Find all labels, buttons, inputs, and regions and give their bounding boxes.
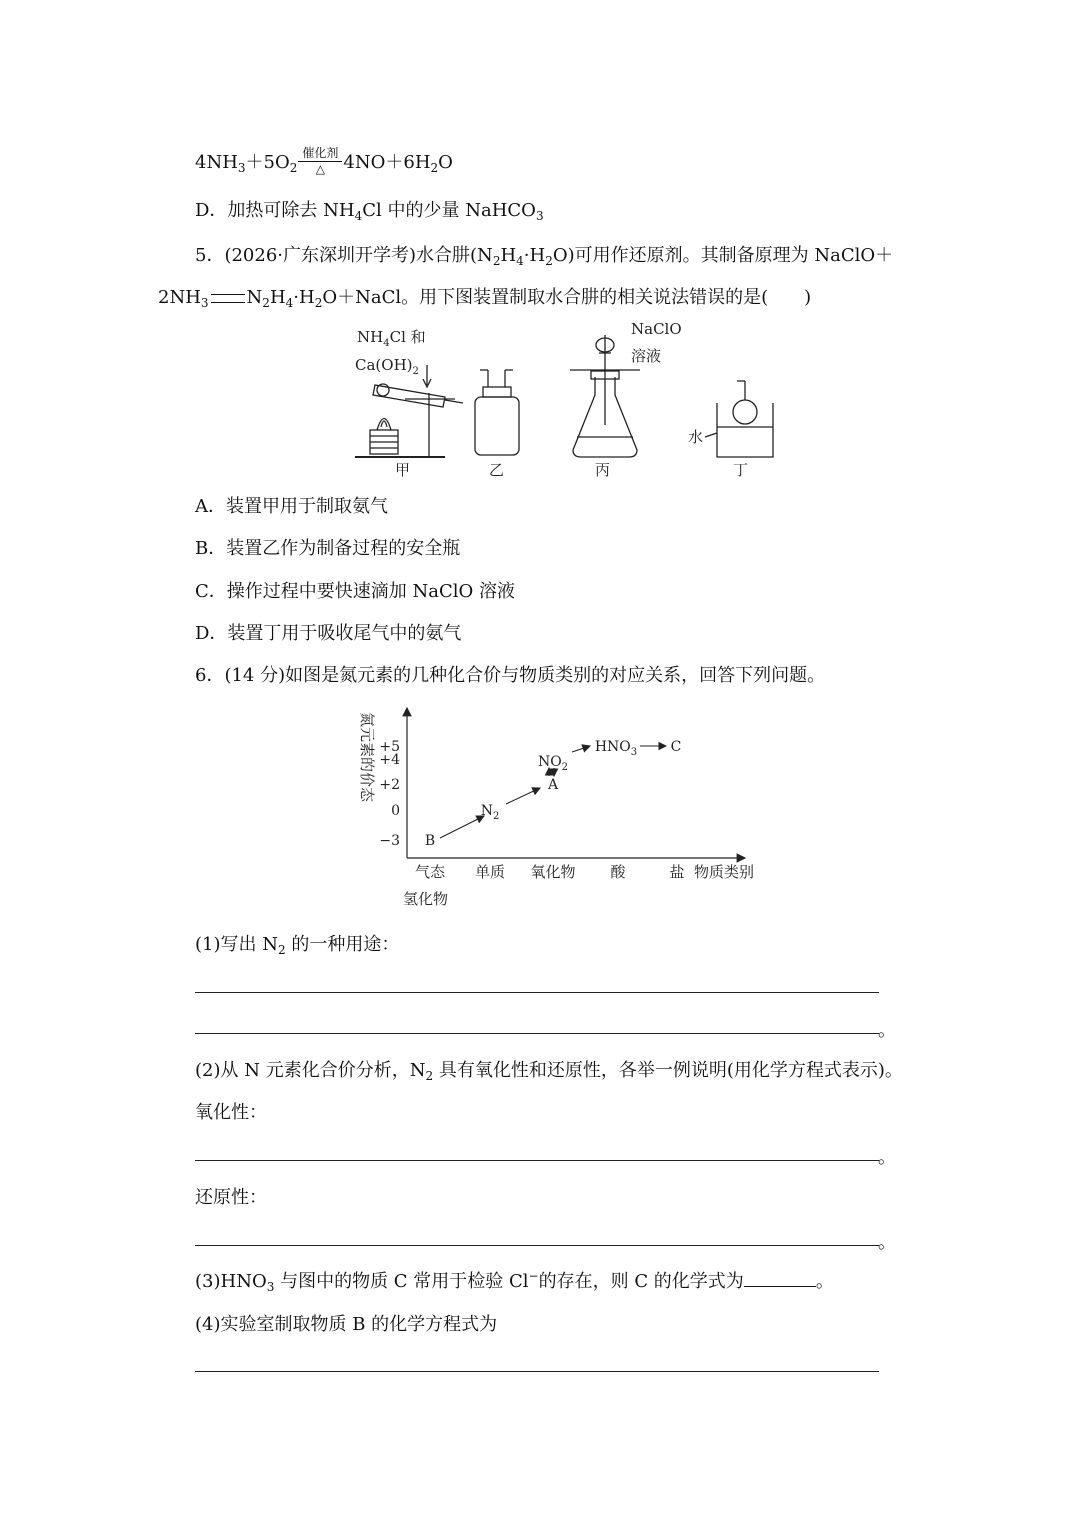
name-ding: 丁 bbox=[733, 461, 749, 479]
category-note: 氢化物 bbox=[403, 890, 449, 908]
name-yi: 乙 bbox=[489, 461, 505, 479]
equation-ammonia-oxidation: $4NH_3+5O_2$ 催化剂 △ $4NO+6H_2O$ bbox=[195, 146, 453, 176]
answer-line-1a[interactable] bbox=[195, 992, 879, 993]
x-axis-label: 物质类别 bbox=[694, 863, 755, 881]
answer-line-reducing[interactable] bbox=[195, 1245, 879, 1246]
answer-line-4[interactable] bbox=[195, 1371, 879, 1372]
reducing-label: 还原性： bbox=[195, 1187, 267, 1208]
x-category-label: 单质 bbox=[474, 863, 506, 881]
y-axis-label: 氮元素的价态 bbox=[358, 712, 376, 803]
period: 。 bbox=[878, 1232, 896, 1253]
sub1-question: (1)写出 $N_2$ 的一种用途： bbox=[195, 934, 400, 957]
label-solution: 溶液 bbox=[631, 347, 662, 365]
point-label-no2: $NO_2$ bbox=[537, 754, 569, 773]
name-bing: 丙 bbox=[595, 461, 611, 479]
q5-option-c: C．操作过程中要快速滴加 NaClO 溶液 bbox=[195, 581, 515, 602]
y-tick-label: +5 bbox=[379, 739, 400, 755]
q5-option-a: A．装置甲用于制取氨气 bbox=[195, 496, 388, 517]
q5-stem-line1: 5．(2026·广东深圳开学考)水合肼$(N_2H_4\cdot H_2O)$可用作还原剂。其制备原理为 NaClO＋ bbox=[195, 245, 894, 268]
period: 。 bbox=[878, 1020, 896, 1041]
x-category-label: 氧化物 bbox=[530, 863, 576, 881]
y-tick-label: −3 bbox=[379, 833, 400, 849]
answer-line-oxidizing[interactable] bbox=[195, 1160, 879, 1161]
point-label-b: B bbox=[424, 833, 436, 849]
x-category-label: 气态 bbox=[414, 863, 446, 881]
period: 。 bbox=[878, 1147, 896, 1168]
beaker bbox=[717, 403, 773, 457]
sub3-question: $(3)HNO_3$ 与图中的物质 C 常用于检验 Cl−的存在，则 C 的化学式为 。 bbox=[195, 1269, 834, 1294]
reaction-condition: 催化剂 △ bbox=[298, 148, 342, 178]
sub4-question: (4)实验室制取物质 B 的化学方程式为 bbox=[195, 1314, 498, 1335]
arrow-b-to-n2 bbox=[440, 816, 484, 838]
point-label-a: A bbox=[547, 777, 559, 793]
y-tick-label: +2 bbox=[379, 777, 400, 793]
arrow-no2-to-hno3 bbox=[572, 746, 590, 752]
y-tick-label: +4 bbox=[379, 752, 400, 768]
option-4d: D．加热可除去 $NH_4Cl$ 中的少量 NaHCO$_3$ bbox=[195, 200, 544, 223]
label-caoh2: $Ca(OH)_2$ bbox=[355, 356, 419, 377]
x-category-label: 盐 bbox=[669, 863, 685, 881]
y-tick-label: 0 bbox=[391, 803, 400, 819]
q6-stem: 6．(14 分)如图是氮元素的几种化合价与物质类别的对应关系，回答下列问题。 bbox=[195, 665, 826, 686]
q5-stem-line2: $2NH_3$ $N_2H_4\cdot H_2O+NaCl$。用下图装置制取水合肼的相关说法错误的是( ) bbox=[158, 287, 812, 310]
blank-c-formula[interactable] bbox=[744, 1268, 816, 1287]
q5-option-b: B．装置乙作为制备过程的安全瓶 bbox=[195, 538, 461, 559]
apparatus-figure bbox=[345, 315, 785, 483]
arrow-n2-to-a bbox=[506, 788, 540, 804]
safety-bottle bbox=[475, 397, 519, 455]
label-water: 水 bbox=[688, 428, 704, 446]
point-label-hno3: $HNO_3$ bbox=[594, 739, 638, 758]
sub2-question: (2)从 N 元素化合价分析，$N_2$ 具有氧化性和还原性，各举一例说明(用化学方程式表示)。 bbox=[195, 1060, 903, 1083]
oxidizing-label: 氧化性： bbox=[195, 1102, 267, 1123]
x-category-label: 酸 bbox=[610, 863, 626, 881]
label-naclo: NaClO bbox=[631, 320, 682, 338]
valence-chart bbox=[350, 700, 770, 915]
point-label-n2: $N_2$ bbox=[480, 803, 500, 822]
point-label-c: C bbox=[670, 739, 682, 755]
name-jia: 甲 bbox=[395, 461, 411, 479]
q5-option-d: D．装置丁用于吸收尾气中的氨气 bbox=[195, 623, 462, 644]
answer-line-1b[interactable] bbox=[195, 1033, 879, 1034]
label-nh4cl: $NH_4Cl$ 和 bbox=[357, 328, 426, 349]
